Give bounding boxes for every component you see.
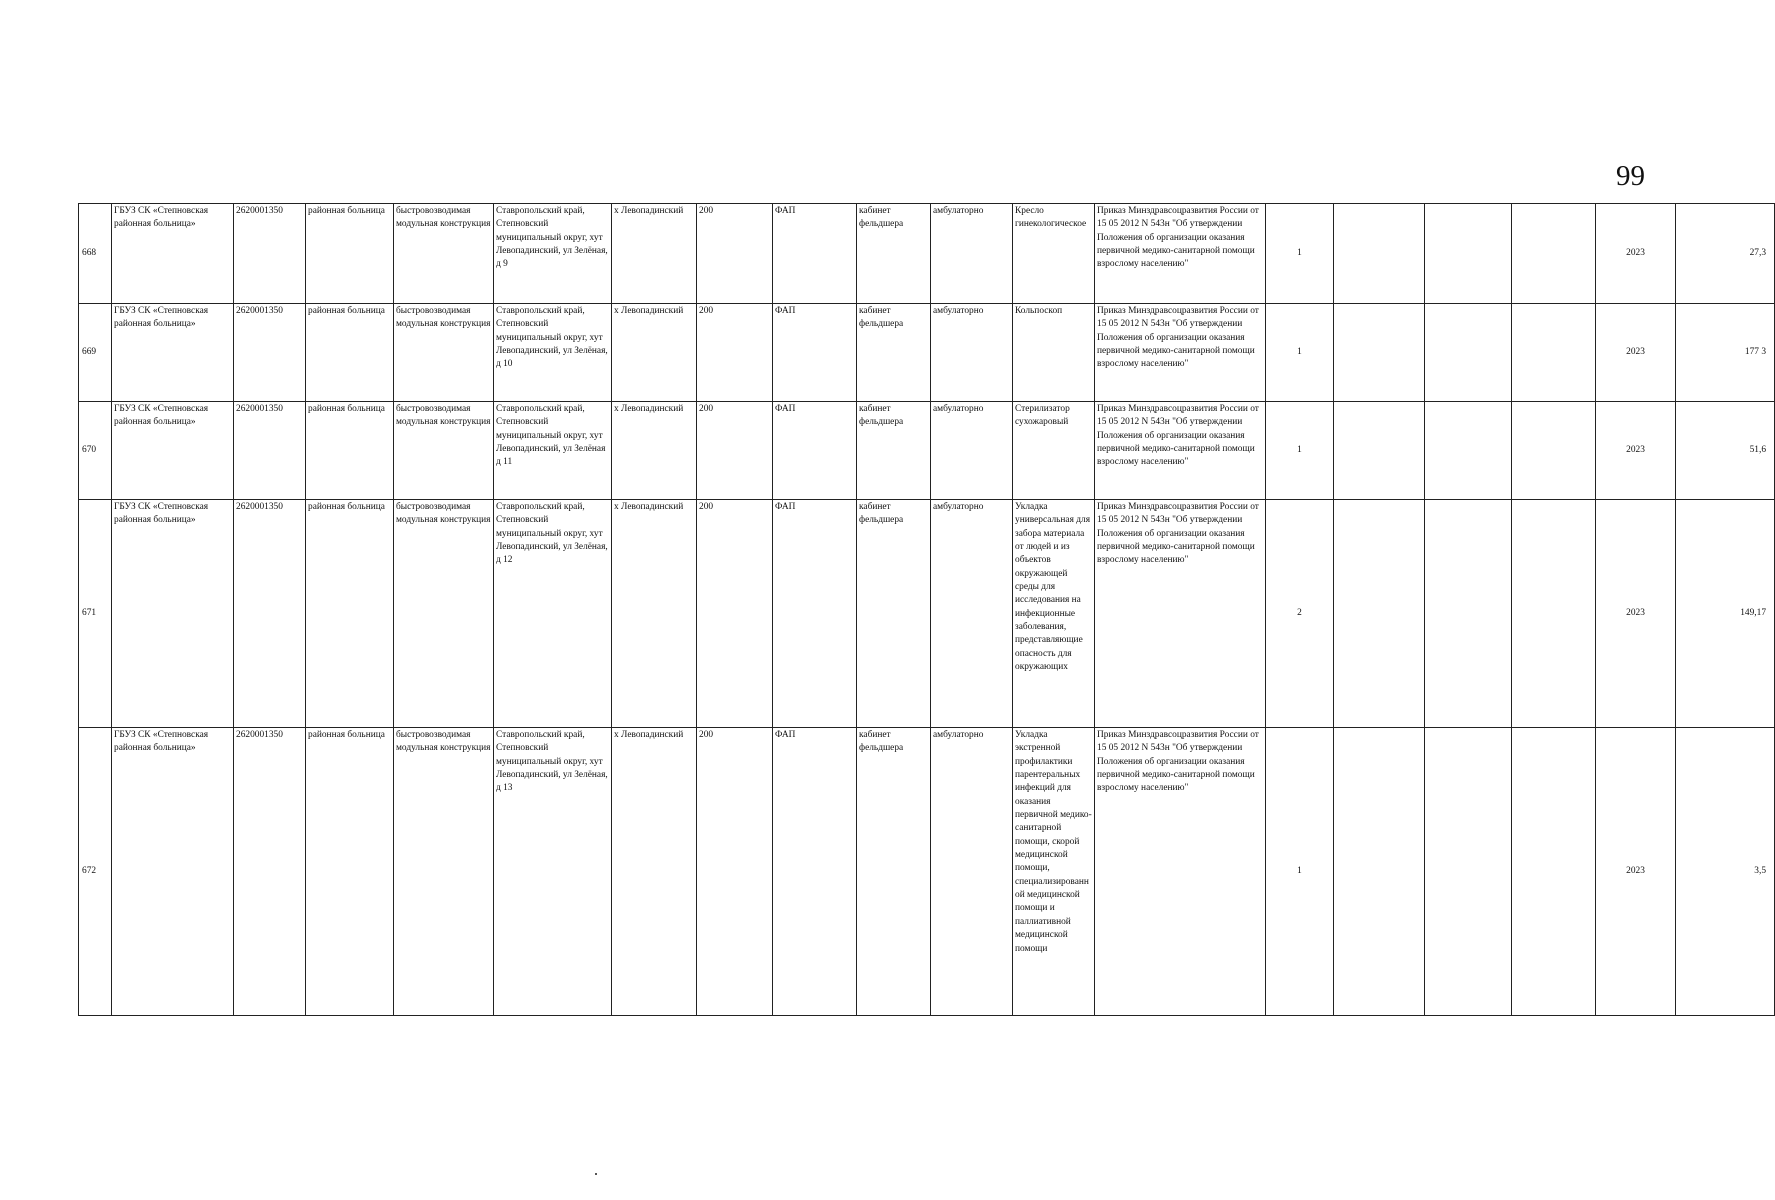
population-cell: 200 [697,304,773,402]
quantity-cell: 2 [1266,500,1334,728]
locality-cell: х Левопадинский [612,402,697,500]
population-cell: 200 [697,204,773,304]
building-type: быстровозводимая модульная конструкция [394,402,494,500]
org-name: ГБУЗ СК «Степновская районная больница» [112,500,234,728]
org-type: районная больница [306,500,394,728]
building-type: быстровозводимая модульная конструкция [394,304,494,402]
org-name: ГБУЗ СК «Степновская районная больница» [112,304,234,402]
address-cell: Ставропольский край, Степновский муниципальный округ, хут Левопадинский, ул Зелёная, д 10 [494,304,612,402]
building-type: быстровозводимая модульная конструкция [394,728,494,1016]
page-number: 99 [1616,160,1645,192]
unit-cell: ФАП [773,728,857,1016]
year-cell: 2023 [1596,500,1676,728]
locality-cell: х Левопадинский [612,304,697,402]
empty-cell [1425,304,1512,402]
year-cell: 2023 [1596,304,1676,402]
room-cell: кабинет фельдшера [857,500,931,728]
inn-cell: 2620001350 [234,402,306,500]
year-cell: 2023 [1596,402,1676,500]
table-row [79,728,1775,1016]
unit-cell: ФАП [773,204,857,304]
room-cell: кабинет фельдшера [857,402,931,500]
empty-cell [1425,402,1512,500]
org-name: ГБУЗ СК «Степновская районная больница» [112,402,234,500]
quantity-cell: 1 [1266,402,1334,500]
population-cell: 200 [697,500,773,728]
empty-cell [1334,304,1425,402]
empty-cell [1425,204,1512,304]
empty-cell [1334,728,1425,1016]
row-index: 668 [79,204,112,304]
equipment-cell: Стерилизатор сухожаровый [1013,402,1095,500]
table-row [79,500,1775,728]
year-cell: 2023 [1596,204,1676,304]
empty-cell [1334,402,1425,500]
equipment-cell: Кресло гинекологическое [1013,204,1095,304]
row-index: 670 [79,402,112,500]
empty-cell [1512,304,1596,402]
org-type: районная больница [306,402,394,500]
care-cell: амбулаторно [931,304,1013,402]
scan-speck [595,1173,597,1175]
org-type: районная больница [306,304,394,402]
address-cell: Ставропольский край, Степновский муниципальный округ, хут Левопадинский, ул Зелёная, д 9 [494,204,612,304]
empty-cell [1512,728,1596,1016]
unit-cell: ФАП [773,500,857,728]
room-cell: кабинет фельдшера [857,204,931,304]
row-index: 672 [79,728,112,1016]
price-cell: 149,17 [1676,500,1775,728]
org-type: районная больница [306,728,394,1016]
room-cell: кабинет фельдшера [857,728,931,1016]
empty-cell [1512,204,1596,304]
unit-cell: ФАП [773,304,857,402]
order-cell: Приказ Минздравсоцразвития России от 15 05 2012 N 543н "Об утверждении Положения об организации оказания первичной медико-санитарной помощи взрослому населению" [1095,728,1266,1016]
locality-cell: х Левопадинский [612,500,697,728]
equipment-cell: Укладка экстренной профилактики парентеральных инфекций для оказания первичной медико-санитарной помощи, скорой медицинской помощи, специализированной медицинской помощи и паллиативной медицинской помощи [1013,728,1095,1016]
empty-cell [1334,204,1425,304]
equipment-cell: Укладка универсальная для забора материала от людей и из объектов окружающей среды для исследования на инфекционные заболевания, представляющие опасность для окружающих [1013,500,1095,728]
address-cell: Ставропольский край, Степновский муниципальный округ, хут Левопадинский, ул Зелёная, д 13 [494,728,612,1016]
address-cell: Ставропольский край, Степновский муниципальный округ, хут Левопадинский, ул Зелёная, д 12 [494,500,612,728]
quantity-cell: 1 [1266,304,1334,402]
quantity-cell: 1 [1266,728,1334,1016]
quantity-cell: 1 [1266,204,1334,304]
price-cell: 27,3 [1676,204,1775,304]
price-cell: 51,6 [1676,402,1775,500]
population-cell: 200 [697,728,773,1016]
care-cell: амбулаторно [931,402,1013,500]
locality-cell: х Левопадинский [612,728,697,1016]
year-cell: 2023 [1596,728,1676,1016]
org-type: районная больница [306,204,394,304]
equipment-cell: Кольпоскоп [1013,304,1095,402]
order-cell: Приказ Минздравсоцразвития России от 15 05 2012 N 543н "Об утверждении Положения об организации оказания первичной медико-санитарной помощи взрослому населению" [1095,500,1266,728]
empty-cell [1512,500,1596,728]
room-cell: кабинет фельдшера [857,304,931,402]
org-name: ГБУЗ СК «Степновская районная больница» [112,204,234,304]
population-cell: 200 [697,402,773,500]
inn-cell: 2620001350 [234,204,306,304]
row-index: 671 [79,500,112,728]
unit-cell: ФАП [773,402,857,500]
empty-cell [1425,500,1512,728]
care-cell: амбулаторно [931,204,1013,304]
order-cell: Приказ Минздравсоцразвития России от 15 05 2012 N 543н "Об утверждении Положения об организации оказания первичной медико-санитарной помощи взрослому населению" [1095,304,1266,402]
equipment-table [78,203,1775,1016]
table-row [79,304,1775,402]
care-cell: амбулаторно [931,500,1013,728]
empty-cell [1334,500,1425,728]
inn-cell: 2620001350 [234,728,306,1016]
inn-cell: 2620001350 [234,500,306,728]
row-index: 669 [79,304,112,402]
table-row [79,402,1775,500]
address-cell: Ставропольский край, Степновский муниципальный округ, хут Левопадинский, ул Зелёная д 11 [494,402,612,500]
building-type: быстровозводимая модульная конструкция [394,204,494,304]
building-type: быстровозводимая модульная конструкция [394,500,494,728]
price-cell: 177 3 [1676,304,1775,402]
org-name: ГБУЗ СК «Степновская районная больница» [112,728,234,1016]
empty-cell [1425,728,1512,1016]
table-row [79,204,1775,304]
empty-cell [1512,402,1596,500]
price-cell: 3,5 [1676,728,1775,1016]
order-cell: Приказ Минздравсоцразвития России от 15 05 2012 N 543н "Об утверждении Положения об организации оказания первичной медико-санитарной помощи взрослому населению" [1095,402,1266,500]
inn-cell: 2620001350 [234,304,306,402]
locality-cell: х Левопадинский [612,204,697,304]
care-cell: амбулаторно [931,728,1013,1016]
order-cell: Приказ Минздравсоцразвития России от 15 05 2012 N 543н "Об утверждении Положения об организации оказания первичной медико-санитарной помощи взрослому населению" [1095,204,1266,304]
